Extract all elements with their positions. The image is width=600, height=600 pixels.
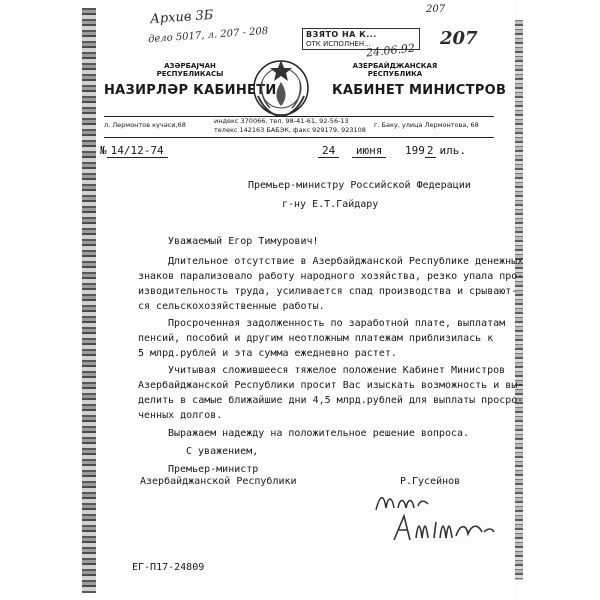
handwritten-signature-2 bbox=[388, 510, 498, 546]
salutation: Уважаемый Егор Тимурович! bbox=[168, 236, 319, 247]
closing-regards: С уважением, bbox=[186, 446, 259, 457]
date-year-prefix: 199 bbox=[405, 144, 425, 157]
signatory-title-2: Азербайджанской Республики bbox=[140, 476, 297, 487]
handwritten-file-note: дело 5017, л. 207 - 208 bbox=[147, 25, 269, 46]
az-cabinet-title: НАЗИРЛӘР КАБИНЕТИ bbox=[104, 83, 277, 98]
paragraph-1-line-4: ся сельскохозяйственные работы. bbox=[138, 301, 325, 312]
paragraph-3-line-2: Азербайджанской Республики просит Вас изыскать возможность и вы- bbox=[138, 380, 524, 391]
date-month: июня bbox=[352, 144, 387, 158]
signatory-name: Р.Гусейнов bbox=[400, 476, 461, 487]
scan-edge-right bbox=[515, 20, 523, 580]
reference-number-label: № bbox=[100, 144, 107, 157]
addressee-line-1: Премьер-министру Российской Федерации bbox=[248, 180, 471, 191]
paragraph-2-line-1: Просроченная задолженность по заработной плате, выплатам bbox=[168, 318, 506, 329]
paragraph-1-line-3: изводительность труда, усиливается спад производства и срывают- bbox=[138, 286, 518, 297]
paragraph-1-line-1: Длительное отсутствие в Азербайджанской Республике денежных bbox=[168, 256, 524, 267]
contact-line-2: телекс 142163 БАБЭК, факс 929179, 923108 bbox=[214, 126, 366, 134]
az-republic-label: АЗӘРБАЈҸАН РЕСПУБЛИКАСЫ bbox=[156, 62, 224, 79]
paragraph-4: Выражаем надежду на положительное решение вопроса. bbox=[168, 428, 470, 439]
address-az: л. Лермонтов күчәси,68 bbox=[104, 121, 186, 129]
handwritten-page-number: 207 bbox=[440, 28, 478, 49]
paragraph-2-line-2: пенсий, пособий и другим неотложным платежам приблизилась к bbox=[138, 333, 494, 344]
signatory-title-1: Премьер-министр bbox=[168, 464, 259, 475]
reference-date bbox=[318, 144, 466, 157]
paragraph-3-line-1: Учитывая сложившееся тяжелое положение Кабинет Министров bbox=[168, 365, 506, 376]
handwritten-page-number-small: 207 bbox=[426, 4, 446, 15]
handwritten-archive-note: Архив 3Б bbox=[149, 7, 214, 28]
stamp-line-1: ВЗЯТО НА К... bbox=[306, 30, 377, 39]
state-emblem-icon bbox=[250, 52, 312, 122]
contact-line-1: индекс 370066, тел. 98-41-61, 92-56-13 bbox=[214, 117, 349, 125]
addressee-line-2: г-ну Е.Т.Гайдару bbox=[282, 199, 379, 210]
stamp-line-2: ОТК ИСПОЛНЕН... bbox=[306, 40, 371, 48]
paragraph-3-line-3: делить в самые ближайшие дни 4,5 млрд.рублей для выплаты просро- bbox=[138, 395, 524, 406]
paragraph-1-line-2: знаков парализовало работу народного хозяйства, резко упала про- bbox=[138, 271, 524, 282]
paragraph-2-line-3: 5 млрд.рублей и эта сумма ежедневно растет. bbox=[138, 348, 397, 359]
reference-number-value: 14/12-74 bbox=[107, 144, 168, 158]
ru-republic-label: АЗЕРБАЙДЖАНСКАЯ РЕСПУБЛИКА bbox=[352, 62, 438, 79]
address-ru: г. Баку, улица Лермонтова, 68 bbox=[374, 121, 479, 129]
paragraph-3-line-4: ченных долгов. bbox=[138, 410, 223, 421]
date-year-suffix: иль. bbox=[439, 144, 466, 157]
ru-cabinet-title: КАБИНЕТ МИНИСТРОВ bbox=[332, 83, 507, 98]
letterhead-rule-bottom bbox=[104, 137, 494, 138]
document-id: ЕГ-П17-24809 bbox=[132, 562, 205, 573]
reference-number bbox=[100, 144, 168, 157]
date-day: 24 bbox=[318, 144, 339, 158]
date-year-digit: 2 bbox=[426, 144, 434, 157]
stamp-handwritten-date: 24.06.92 bbox=[365, 41, 416, 60]
